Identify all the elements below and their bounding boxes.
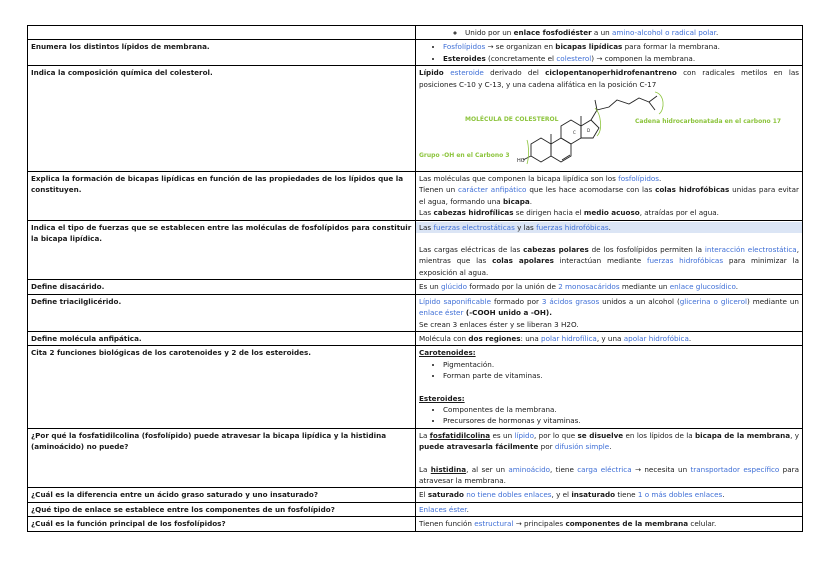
list-item: • Componentes de la membrana. (443, 404, 799, 415)
hydroxyl-label: Grupo -OH en el Carbono 3 (419, 152, 510, 160)
answer-cell (416, 428, 803, 488)
list-item: • Fosfolípidos → se organizan en bicapas lipídicas para formar la membrana. (443, 41, 799, 52)
list-item: • Forman parte de vitaminas. (443, 370, 799, 381)
answer-line: Tienen un carácter anfipático que les hace acomodarse con las colas hidrofóbicas unidas para evitar el agua, formando una bicapa. (419, 185, 799, 206)
answer-cell (416, 26, 803, 40)
table-row (28, 517, 803, 531)
answer-cell: Es un glúcido formado por la unión de 2 monosacáridos mediante un enlace glucosídico. (416, 280, 803, 294)
answer-cell: El saturado no tiene dobles enlaces, y el insaturado tiene 1 o más dobles enlaces. (416, 488, 803, 502)
cholesterol-diagram (419, 90, 799, 170)
question-cell: Cita 2 funciones biológicas de los carotenoides y 2 de los esteroides. (28, 346, 416, 428)
table-row (28, 40, 803, 66)
answer-paragraph: La fosfatidilcolina es un lípido, por lo que se disuelve en los lípidos de la bicapa de la membrana, y puede atravesarla fácilmente por difusión simple. (419, 430, 799, 452)
question-cell: Define disacárido. (28, 280, 416, 294)
table-row (28, 172, 803, 221)
bullet-list (419, 359, 799, 382)
answer-cell (416, 346, 803, 428)
oh-group-label: HO (517, 158, 525, 165)
question-cell (28, 26, 416, 40)
answer-cell: Enlaces éster. (416, 502, 803, 516)
answer-cell (416, 172, 803, 221)
table-row (28, 428, 803, 488)
side-chain-label: Cadena hidrocarbonatada en el carbono 17 (635, 118, 782, 126)
question-cell: ¿Qué tipo de enlace se establece entre los componentes de un fosfolípido? (28, 502, 416, 516)
list-item: • Pigmentación. (443, 359, 799, 370)
question-cell: ¿Por qué la fosfatidilcolina (fosfolípido) puede atravesar la bicapa lipídica y la histidina (aminoácido) no puede? (28, 428, 416, 488)
answer-line: Se crean 3 enlaces éster y se liberan 3 H2O. (419, 319, 579, 329)
table-row (28, 502, 803, 516)
answer-line: Las cabezas hidrofílicas se dirigen hacia el medio acuoso, atraídas por el agua. (419, 208, 719, 218)
answer-cell (416, 66, 803, 172)
question-cell: Enumera los distintos lípidos de membrana. (28, 40, 416, 66)
answer-cell: Tienen función estructural → principales componentes de la membrana celular. (416, 517, 803, 531)
answer-paragraph: La histidina, al ser un aminoácido, tiene carga eléctrica → necesita un transportador específico para atravesar la membrana. (419, 464, 799, 485)
table-row (28, 66, 803, 172)
answer-cell (416, 220, 803, 280)
table-row (28, 488, 803, 502)
table-row (28, 331, 803, 345)
list-item: • Precursores de hormonas y vitaminas. (443, 415, 799, 426)
list-item: ◦ Unido por un enlace fosfodiéster a un amino-alcohol o radical polar. (465, 27, 799, 38)
ring-c-label: C (573, 130, 576, 136)
answer-line: Lípido saponificable formado por 3 ácidos grasos unidos a un alcohol (glicerina o glicerol) mediante un enlace éster (-COOH unido a -OH). (419, 296, 799, 318)
answer-cell (416, 294, 803, 331)
question-cell: Define triacilglicérido. (28, 294, 416, 331)
question-cell: ¿Cuál es la función principal de los fosfolípidos? (28, 517, 416, 531)
section-heading: Esteroides: (419, 393, 465, 403)
question-cell: ¿Cuál es la diferencia entre un ácido graso saturado y uno insaturado? (28, 488, 416, 502)
table-row (28, 220, 803, 280)
bullet-list (419, 404, 799, 427)
table-row (28, 346, 803, 428)
qa-table (27, 25, 803, 532)
question-cell: Explica la formación de bicapas lipídicas en función de las propiedades de los lípidos que la constituyen. (28, 172, 416, 221)
sub-list (419, 27, 799, 38)
answer-text: Lípido esteroide derivado del ciclopentanoperhidrofenantreno con radicales metilos en las posiciones C-10 y C-13, y una cadena alifática en la posición C-17 (419, 68, 799, 89)
question-cell: Indica la composición química del colesterol. (28, 66, 416, 172)
diagram-title: MOLÉCULA DE COLESTEROL (465, 116, 559, 124)
list-item: • Esteroides (concretamente el colesterol) → componen la membrana. (443, 53, 799, 64)
table-row (28, 280, 803, 294)
answer-line: Las moléculas que componen la bicapa lipídica son los fosfolípidos. (419, 174, 662, 184)
table-row (28, 26, 803, 40)
answer-cell (416, 40, 803, 66)
table-row (28, 294, 803, 331)
section-heading: Carotenoides: (419, 348, 476, 358)
question-cell: Define molécula anfipática. (28, 331, 416, 345)
ring-d-label: D (587, 128, 591, 134)
question-cell: Indica el tipo de fuerzas que se establecen entre las moléculas de fosfolípidos para constituir la bicapa lipídica. (28, 220, 416, 280)
answer-paragraph: Las cargas eléctricas de las cabezas polares de los fosfolípidos permiten la interacción electrostática, mientras que las colas apolares interactúan mediante fuerzas hidrofóbicas para minimizar la exposición al agua. (419, 245, 800, 277)
bullet-list (419, 41, 799, 64)
highlighted-line: Las fuerzas electrostáticas y las fuerzas hidrofóbicas. (416, 222, 802, 233)
answer-cell: Molécula con dos regiones: una polar hidrofílica, y una apolar hidrofóbica. (416, 331, 803, 345)
